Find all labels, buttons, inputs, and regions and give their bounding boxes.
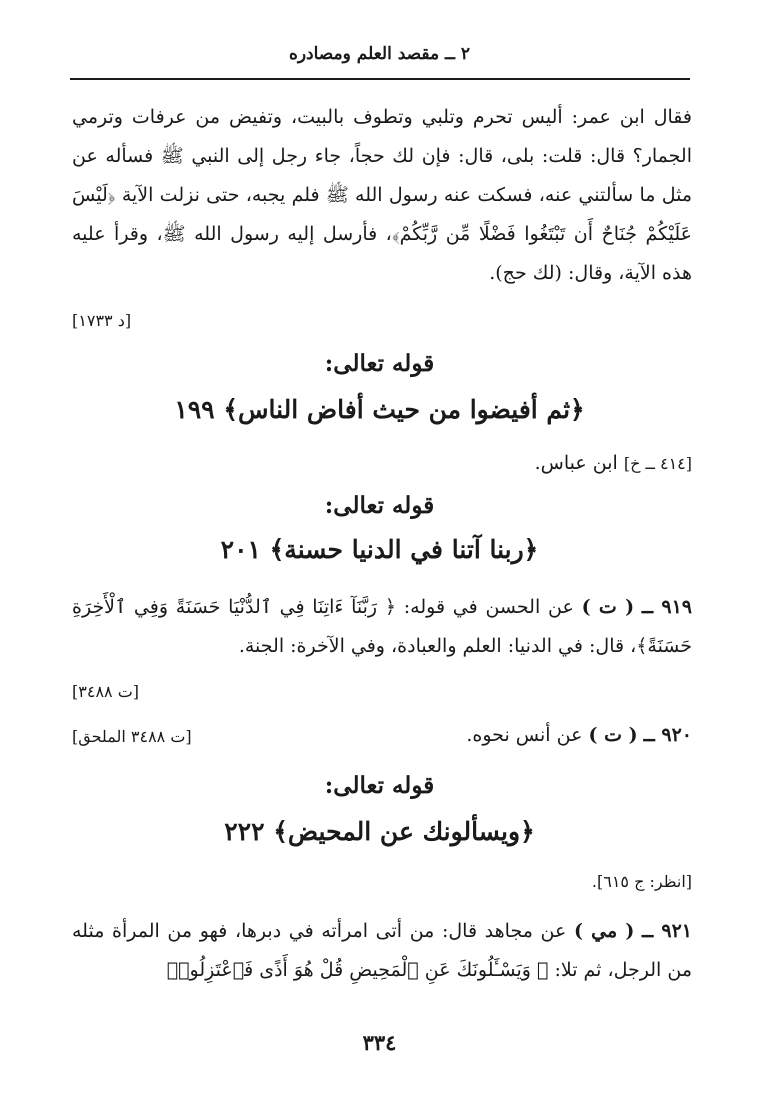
section1-reference: [٤١٤ ــ خ]: [623, 454, 692, 473]
item-919: [72, 588, 692, 666]
intro-paragraph: [72, 98, 692, 293]
item-920-text: عن أنس نحوه.: [466, 724, 583, 746]
item-921: [72, 912, 692, 990]
section3-heading: قوله تعالى:: [324, 772, 435, 799]
section1-verse: ﴿ثم أفيضوا من حيث أفاض الناس﴾ ١٩٩: [174, 395, 585, 424]
item-921-text: عن مجاهد قال: من أتى امرأته في دبرها، فهو من المرأة مثله من الرجل، ثم تلا: ﴿ وَيَسْـَٔلُونَكَ عَنِ ٱلْمَحِيضِ قُلْ هُوَ أَذًى فَٱعْتَزِلُوا۟: [72, 920, 692, 981]
item-920-number: ٩٢٠ ــ: [643, 724, 692, 746]
section2-verse: ﴿ربنا آتنا في الدنيا حسنة﴾ ٢٠١: [220, 535, 539, 564]
section3-verse: ﴿ويسألونك عن المحيض﴾ ٢٢٢: [224, 817, 535, 846]
item-920-reference: [ت ٣٤٨٨ الملحق]: [72, 727, 192, 746]
header-rule: [70, 78, 690, 80]
section1-note: ابن عباس.: [534, 452, 618, 474]
item-920-source: ( ت ): [588, 724, 638, 746]
section3-reference: [انظر: ج ٦١٥].: [591, 872, 692, 891]
item-921-number: ٩٢١ ــ: [642, 920, 692, 942]
page-number: ٣٣٤: [362, 1030, 397, 1055]
item-919-reference: [ت ٣٤٨٨]: [72, 682, 140, 701]
intro-reference: [د ١٧٣٣]: [72, 311, 132, 330]
running-title: ٢ ــ مقصد العلم ومصادره: [288, 44, 471, 64]
item-919-text: عن الحسن في قوله: ﴿ رَبَّنَآ ءَاتِنَا فِي ٱلدُّنْيَا حَسَنَةً وَفِي ٱلْأَخِرَةِ حَسَنَةً﴾، قال: في الدنيا: العلم والعبادة، وفي الآخرة: الجنة.: [72, 596, 692, 657]
item-921-source: ( مي ): [573, 920, 635, 942]
item-919-number: ٩١٩ ــ: [641, 596, 692, 618]
section1-heading: قوله تعالى:: [324, 350, 435, 377]
item-919-source: ( ت ): [581, 596, 635, 618]
section3-line: [72, 870, 692, 892]
intro-text: فقال ابن عمر: أليس تحرم وتلبي وتطوف بالبيت، وتفيض من عرفات وترمي الجمار؟ قال: قلت: بلى، قال: فإن لك حجاً، جاء رجل إلى النبي ﷺ فسأله عن مثل ما سألتني عنه، فسكت عنه رسول الله ﷺ فلم يجبه، حتى نزلت الآية ﴿لَيْسَ عَلَيْكُمْ جُنَاحٌ أَن تَبْتَغُوا فَضْلًا مِّن رَّبِّكُمْ﴾، فأرسل إليه رسول الله ﷺ، وقرأ عليه هذه الآية، وقال: (لك حج).: [72, 106, 692, 284]
section2-heading: قوله تعالى:: [324, 492, 435, 519]
section1-line: [72, 452, 692, 474]
